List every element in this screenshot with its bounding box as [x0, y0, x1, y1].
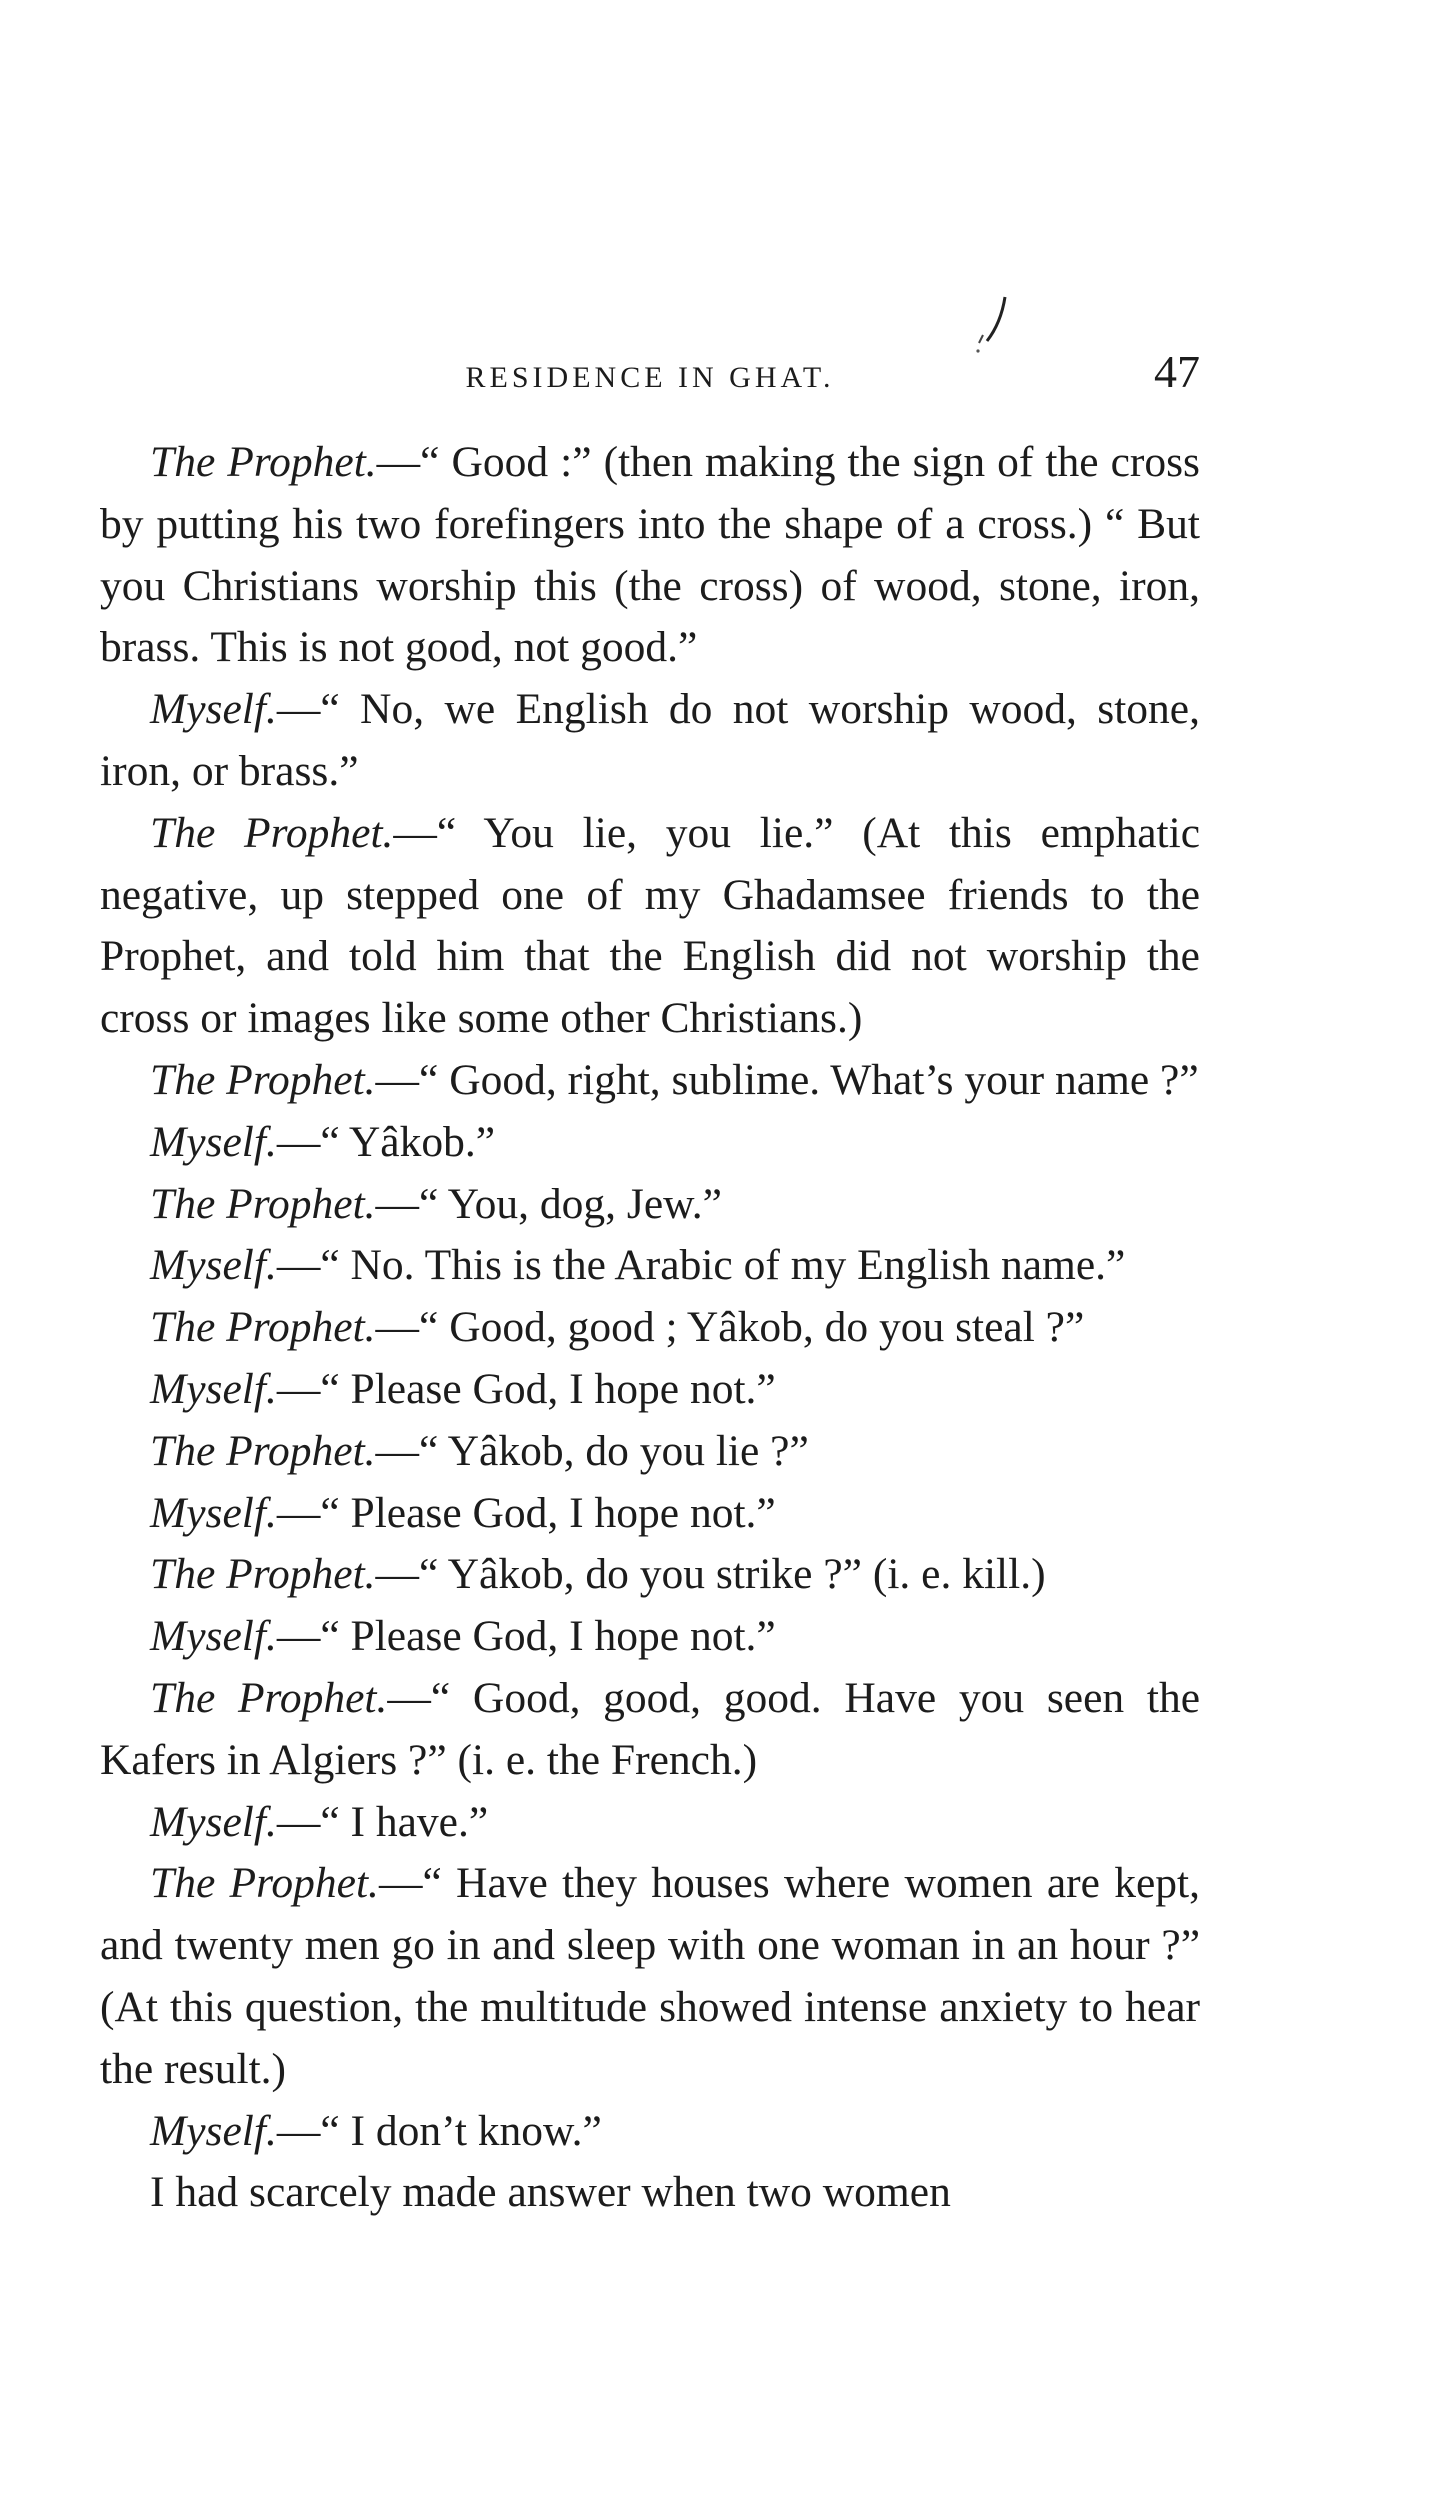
paragraph — [100, 2162, 1200, 2224]
page-number: 47 — [1154, 346, 1200, 397]
speaker-label: The Prophet. — [150, 1055, 376, 1104]
paragraph-text: —“ Good, good, good. Have you seen the Kafers in Algiers ?” (i. e. the French.) — [100, 1673, 1201, 1784]
paragraph-text: —“ Yâkob, do you lie ?” — [375, 1426, 809, 1475]
speaker-label: Myself. — [150, 1117, 277, 1166]
paragraph — [100, 1050, 1200, 1112]
speaker-label: Myself. — [150, 2106, 277, 2155]
speaker-label: The Prophet. — [150, 1426, 376, 1475]
running-title: RESIDENCE IN GHAT. — [465, 361, 835, 394]
speaker-label: Myself. — [150, 1612, 277, 1661]
paragraph-text: —“ No, we English do not worship wood, stone, iron, or brass.” — [100, 685, 1200, 795]
paragraph-text: —“ Have they houses where women are kept, and twenty men go in and sleep with one woman in an hour ?” (At this question, the multitude showed intense anxiety to hear the result.) — [100, 1859, 1200, 2093]
paragraph-text: —“ No. This is the Arabic of my English name.” — [276, 1241, 1126, 1290]
paragraph — [100, 803, 1200, 1050]
body-text — [100, 432, 1200, 2224]
paragraph-text: I had scarcely made answer when two women — [150, 2168, 951, 2217]
paragraph — [100, 1853, 1200, 2100]
paragraph — [100, 1668, 1200, 1792]
paragraph-text: —“ Please God, I hope not.” — [276, 1364, 776, 1413]
speaker-label: The Prophet. — [150, 1859, 379, 1908]
paragraph-text: —“ Good, right, sublime. What’s your name ?” — [375, 1055, 1199, 1104]
speaker-label: Myself. — [150, 1488, 277, 1537]
paragraph-text: —“ You, dog, Jew.” — [375, 1179, 722, 1228]
paragraph-text: —“ Yâkob.” — [276, 1117, 496, 1166]
paragraph-text: —“ You lie, you lie.” (At this emphatic negative, up stepped one of my Ghadamsee friends to the Prophet, and told him that the English did not worship the cross or images like some other Christians.) — [100, 808, 1200, 1043]
paragraph — [100, 1544, 1200, 1606]
speaker-label: Myself. — [150, 1797, 277, 1846]
speaker-label: The Prophet. — [150, 1179, 376, 1228]
speaker-label: The Prophet. — [150, 808, 394, 857]
speaker-label: Myself. — [150, 1364, 277, 1413]
paragraph — [100, 1235, 1200, 1297]
paragraph — [100, 1792, 1200, 1854]
paragraph — [100, 1483, 1200, 1545]
paragraph-text: —“ Please God, I hope not.” — [276, 1488, 776, 1537]
paragraph — [100, 679, 1200, 803]
paragraph — [100, 2101, 1200, 2163]
paragraph — [100, 1297, 1200, 1359]
paragraph — [100, 1359, 1200, 1421]
paragraph — [100, 1174, 1200, 1236]
speaker-label: The Prophet. — [150, 438, 377, 486]
paragraph-text: —“ I have.” — [276, 1797, 489, 1846]
paragraph-text: —“ Good, good ; Yâkob, do you steal ?” — [375, 1303, 1085, 1352]
paragraph-text: —“ Please God, I hope not.” — [276, 1612, 776, 1661]
paragraph-text: —“ I don’t know.” — [276, 2106, 602, 2155]
speaker-label: Myself. — [150, 1241, 277, 1290]
speaker-label: The Prophet. — [150, 1673, 388, 1722]
speaker-label: Myself. — [150, 685, 277, 734]
speaker-label: The Prophet. — [150, 1303, 376, 1352]
paragraph — [100, 1606, 1200, 1668]
speaker-label: The Prophet. — [150, 1550, 376, 1599]
running-head — [100, 345, 1200, 405]
paragraph-text: —“ Good :” (then making the sign of the cross by putting his two forefingers into the shape of a cross.) “ But you Christians worship this (the cross) of wood, stone, iron, brass. This is not good, not good.” — [100, 438, 1200, 672]
paragraph — [100, 1112, 1200, 1174]
paragraph-text: —“ Yâkob, do you strike ?” (i. e. kill.) — [375, 1550, 1046, 1599]
paragraph — [100, 432, 1200, 679]
paragraph — [100, 1421, 1200, 1483]
